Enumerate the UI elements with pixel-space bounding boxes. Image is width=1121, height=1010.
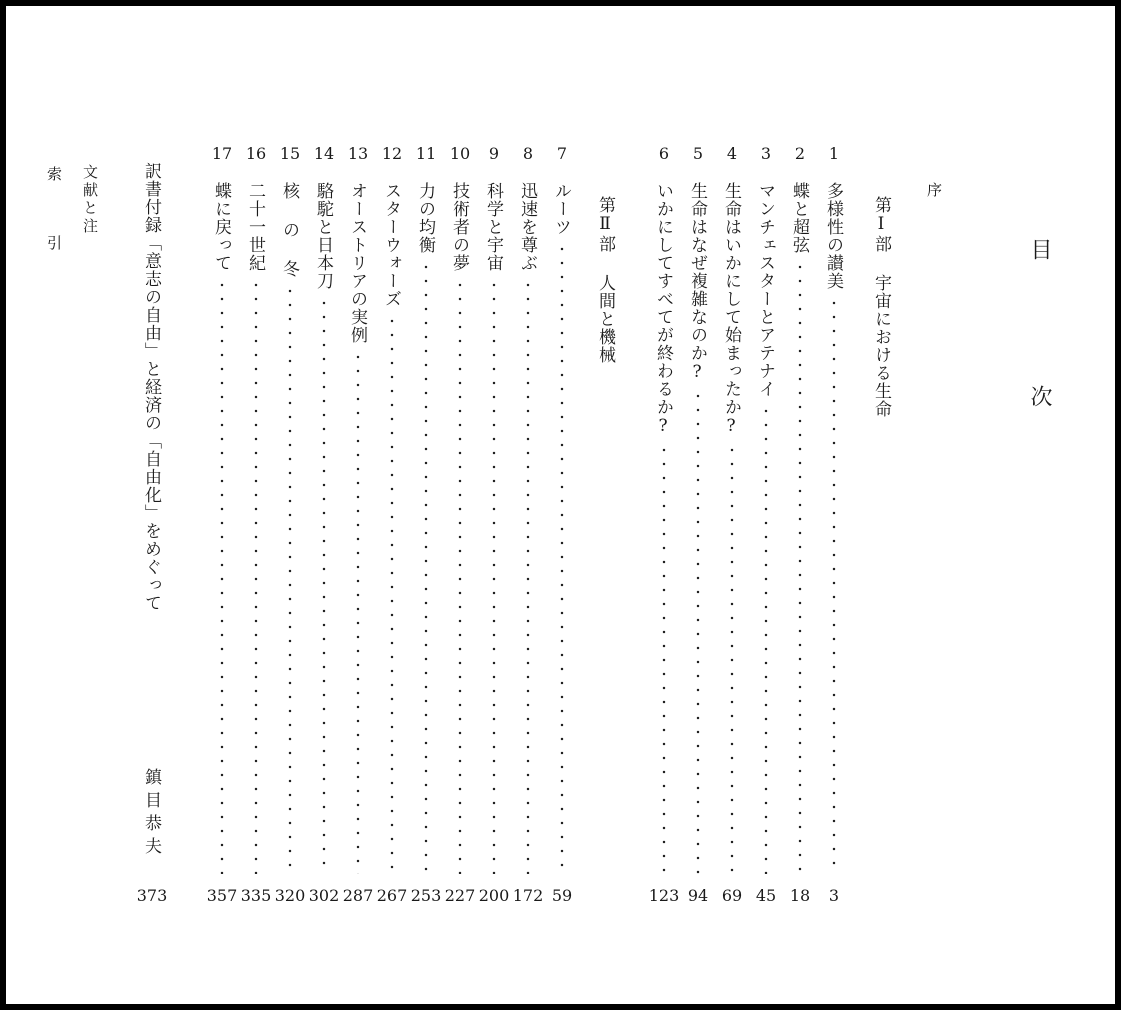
dot-leader <box>356 350 360 874</box>
chapter-title: 核 の 冬 <box>279 182 299 278</box>
chapter-title: 蝶と超弦 <box>789 182 809 254</box>
chapter-number: 8 <box>522 144 534 163</box>
chapter-number: 11 <box>415 144 437 163</box>
preface-entry: 序 <box>925 182 943 197</box>
dot-leader <box>458 278 462 874</box>
chapter-title: 迅速を尊ぶ <box>517 182 537 272</box>
chapter-page: 287 <box>342 886 374 905</box>
chapter-page: 320 <box>274 886 306 905</box>
part1-heading: 第Ⅰ部 宇宙における生命 <box>871 196 891 418</box>
chapter-page: 302 <box>308 886 340 905</box>
dot-leader <box>526 278 530 874</box>
chapter-page: 335 <box>240 886 272 905</box>
dot-leader <box>662 443 666 874</box>
dot-leader <box>832 296 836 874</box>
dot-leader <box>730 443 734 874</box>
chapter-number: 12 <box>381 144 403 163</box>
chapter-page: 123 <box>648 886 680 905</box>
chapter-number: 16 <box>245 144 267 163</box>
chapter-number: 13 <box>347 144 369 163</box>
chapter-page: 18 <box>789 886 811 905</box>
chapter-number: 4 <box>726 144 738 163</box>
chapter-page: 3 <box>828 886 840 905</box>
chapter-number: 6 <box>658 144 670 163</box>
chapter-title: マンチェスターとアテナイ <box>755 182 775 398</box>
toc-page <box>6 6 1115 1004</box>
dot-leader <box>696 389 700 874</box>
chapter-page: 45 <box>755 886 777 905</box>
chapter-title: 蝶に戻って <box>211 182 231 272</box>
chapter-number: 14 <box>313 144 335 163</box>
dot-leader <box>254 278 258 874</box>
dot-leader <box>492 278 496 874</box>
part2-heading: 第Ⅱ部 人間と機械 <box>595 196 615 364</box>
dot-leader <box>288 284 292 874</box>
chapter-page: 59 <box>551 886 573 905</box>
chapter-page: 253 <box>410 886 442 905</box>
chapter-title: いかにしてすべてが終わるか? <box>653 182 673 437</box>
chapter-title: 生命はいかにして始まったか? <box>721 182 741 437</box>
appendix-page: 373 <box>136 886 168 905</box>
chapter-title: 生命はなぜ複雑なのか? <box>687 182 707 383</box>
chapter-number: 15 <box>279 144 301 163</box>
dot-leader <box>764 404 768 874</box>
chapter-number: 17 <box>211 144 233 163</box>
dot-leader <box>220 278 224 874</box>
page-title: 目 次 <box>1027 238 1052 457</box>
chapter-number: 7 <box>556 144 568 163</box>
chapter-number: 3 <box>760 144 772 163</box>
references-entry: 文献と注 <box>81 164 99 236</box>
chapter-title: スターウォーズ <box>381 182 401 308</box>
dot-leader <box>390 314 394 874</box>
chapter-number: 2 <box>794 144 806 163</box>
chapter-title: オーストリアの実例 <box>347 182 367 344</box>
chapter-page: 94 <box>687 886 709 905</box>
chapter-number: 9 <box>488 144 500 163</box>
chapter-title: ルーツ <box>551 182 571 236</box>
chapter-number: 5 <box>692 144 704 163</box>
chapter-page: 267 <box>376 886 408 905</box>
chapter-title: 駱駝と日本刀 <box>313 182 333 290</box>
chapter-title: 多様性の讃美 <box>823 182 843 290</box>
index-entry: 索 引 <box>45 166 63 268</box>
dot-leader <box>424 260 428 874</box>
chapter-page: 172 <box>512 886 544 905</box>
dot-leader <box>798 260 802 874</box>
chapter-title: 二十一世紀 <box>245 182 265 272</box>
chapter-page: 227 <box>444 886 476 905</box>
appendix-title: 訳書付録「意志の自由」と経済の「自由化」をめぐって <box>141 162 161 612</box>
chapter-number: 1 <box>828 144 840 163</box>
chapter-page: 357 <box>206 886 238 905</box>
chapter-number: 10 <box>449 144 471 163</box>
chapter-page: 200 <box>478 886 510 905</box>
dot-leader <box>560 242 564 874</box>
chapter-title: 力の均衡 <box>415 182 435 254</box>
appendix-author: 鎮目恭夫 <box>141 768 161 860</box>
dot-leader <box>322 296 326 874</box>
chapter-title: 技術者の夢 <box>449 182 469 272</box>
chapter-page: 69 <box>721 886 743 905</box>
chapter-title: 科学と宇宙 <box>483 182 503 272</box>
